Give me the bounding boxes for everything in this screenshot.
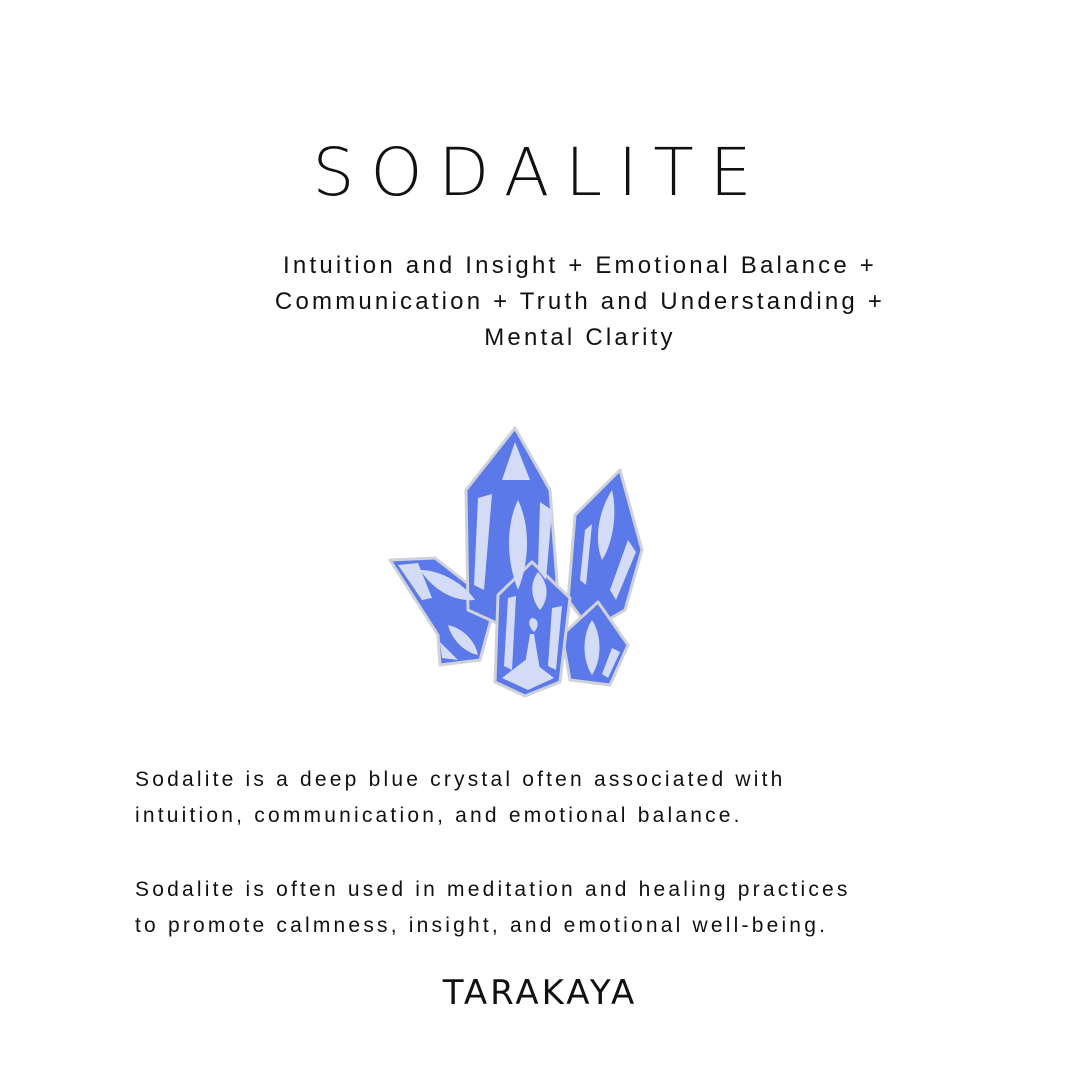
properties-line-2: Communication + Truth and Understanding + (274, 288, 886, 315)
crystal-cluster-icon (380, 420, 660, 710)
properties-line-1: Intuition and Insight + Emotional Balance + (283, 252, 877, 279)
page-title: SODALITE (312, 134, 768, 211)
brand-wordmark: TARAKAYA (442, 973, 638, 1013)
properties-list (200, 248, 960, 356)
description-2-line-1: Sodalite is often used in meditation and healing practices (135, 878, 851, 901)
properties-line-3: Mental Clarity (484, 324, 676, 351)
description-paragraph-2 (135, 872, 995, 944)
description-1-line-2: intuition, communication, and emotional balance. (135, 804, 743, 827)
description-1-line-1: Sodalite is a deep blue crystal often associated with (135, 768, 786, 791)
description-2-line-2: to promote calmness, insight, and emotional well-being. (135, 914, 829, 937)
description-paragraph-1 (135, 762, 995, 834)
